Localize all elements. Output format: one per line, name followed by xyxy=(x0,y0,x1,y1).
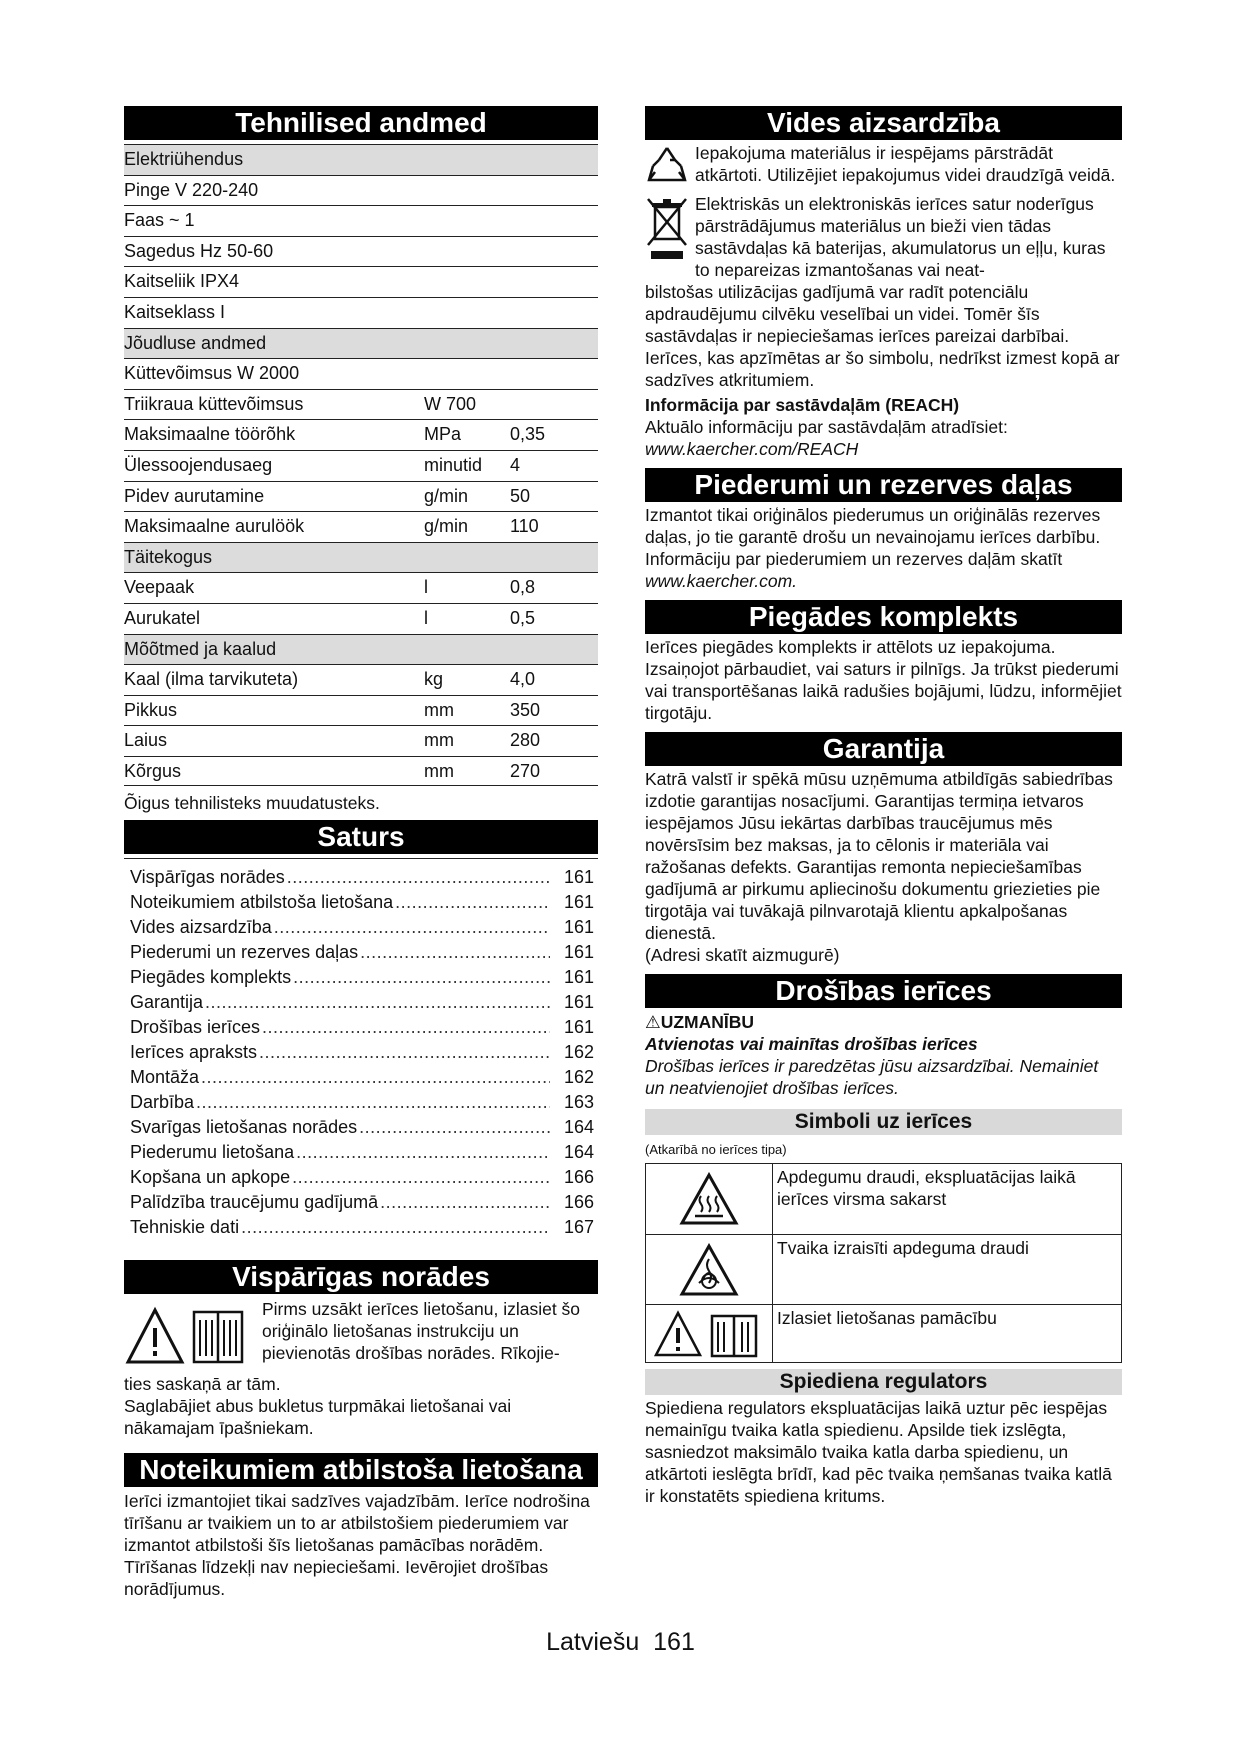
toc-entry-label: Drošības ierīces xyxy=(130,1017,261,1038)
toc-entry-label: Piederumu lietošana xyxy=(130,1142,295,1163)
toc-entry-page: 161 xyxy=(563,942,594,963)
toc-heading: Saturs xyxy=(124,820,598,854)
spec-row xyxy=(124,236,598,267)
symbol-text: Apdegumu draudi, ekspluatācijas laikā ierīces virsma sakarst xyxy=(777,1167,1076,1209)
spec-cell: mm xyxy=(424,730,454,751)
spec-cell: l xyxy=(424,607,428,628)
spec-group-row xyxy=(124,144,598,175)
recycle-icon xyxy=(645,144,689,188)
toc-leader-dots xyxy=(205,990,550,1015)
spec-cell xyxy=(510,543,598,573)
hot-surface-warning-icon xyxy=(679,1172,739,1226)
tech-data-heading: Tehnilised andmed xyxy=(124,106,598,140)
toc-entry-label: Garantija xyxy=(130,992,204,1013)
symbols-heading: Simboli uz ierīces xyxy=(645,1109,1122,1135)
footer-page-number: 161 xyxy=(653,1628,695,1656)
toc-entry[interactable] xyxy=(130,940,594,965)
toc-entry[interactable] xyxy=(130,1015,594,1040)
toc-leader-dots xyxy=(241,1215,550,1240)
spec-cell xyxy=(424,145,510,175)
toc-leader-dots xyxy=(395,890,550,915)
symbol-text: Tvaika izraisīti apdeguma draudi xyxy=(777,1238,1029,1258)
recycle-icon-wrap xyxy=(645,142,689,193)
spec-cell xyxy=(424,237,510,267)
symbols-note: (Atkarībā no ierīces tipa) xyxy=(645,1142,787,1157)
spec-cell: Kaal (ilma tarvikuteta) xyxy=(124,669,299,690)
spec-cell: 280 xyxy=(510,730,541,751)
regulator-text: Spiediena regulators ekspluatācijas laikā uztur pēc iespējas nemainīgu tvaika katla spiedienu. Apsilde tiek izslēgta, sasniedzot maksimālo tvaika katla darba spiedienu, un atkārtoti ieslēgta brīdī, kad pēc tvaika ņemšanas tvaika katlā ir konstatēts spiediena kritums. xyxy=(645,1398,1112,1506)
toc-leader-dots xyxy=(380,1190,550,1215)
spec-cell: 4,0 xyxy=(510,669,536,690)
spec-cell: 50 xyxy=(510,485,531,506)
left-column xyxy=(124,106,598,1600)
toc-leader-dots xyxy=(296,1140,550,1165)
steam-burn-warning-icon xyxy=(679,1243,739,1297)
safety-heading: Drošības ierīces xyxy=(645,974,1122,1008)
spec-cell: 350 xyxy=(510,699,541,720)
spec-cell xyxy=(424,298,510,328)
spec-row xyxy=(124,756,598,787)
spec-row xyxy=(124,419,598,450)
toc-entry[interactable] xyxy=(130,915,594,940)
toc-leader-dots xyxy=(287,865,550,890)
spec-cell xyxy=(510,390,598,420)
spec-cell xyxy=(424,267,510,297)
spec-cell: MPa xyxy=(424,424,462,445)
symbol-icon-cell xyxy=(646,1235,773,1304)
spec-cell xyxy=(510,359,598,389)
symbol-icon-cell xyxy=(646,1305,773,1362)
toc-entry-page: 161 xyxy=(563,917,594,938)
toc-leader-dots xyxy=(201,1065,550,1090)
spec-cell xyxy=(510,635,598,665)
spec-cell: Sagedus Hz 50-60 xyxy=(124,240,274,261)
toc-entry-page: 163 xyxy=(563,1092,594,1113)
spec-cell: Triikraua küttevõimsus xyxy=(124,393,304,414)
spec-cell: Pinge V 220-240 xyxy=(124,179,259,200)
spec-row xyxy=(124,389,598,420)
spec-cell: mm xyxy=(424,760,454,781)
right-column xyxy=(645,106,1122,1507)
toc-entry[interactable] xyxy=(130,1165,594,1190)
toc-entry-label: Svarīgas lietošanas norādes xyxy=(130,1117,358,1138)
toc-list xyxy=(124,858,598,1242)
symbol-row xyxy=(646,1304,1121,1362)
general-text: Pirms uzsākt ierīces lietošanu, izlasiet šo oriģinālo lietošanas instrukciju un pievienotās drošības norādes. Rīkojie- xyxy=(262,1299,581,1364)
symbol-text: Izlasiet lietošanas pamācību xyxy=(777,1308,997,1328)
toc-entry[interactable] xyxy=(130,1190,594,1215)
spec-cell: Ülessoojendusaeg xyxy=(124,454,273,475)
spec-cell: Veepaak xyxy=(124,577,195,598)
page-footer xyxy=(0,1628,1241,1657)
spec-cell: 4 xyxy=(510,454,521,475)
spec-cell xyxy=(424,176,510,206)
spec-cell: Aurukatel xyxy=(124,607,201,628)
spec-cell: W 700 xyxy=(424,393,477,414)
toc-leader-dots xyxy=(292,1165,550,1190)
toc-entry[interactable] xyxy=(130,1215,594,1240)
toc-entry-page: 166 xyxy=(563,1167,594,1188)
toc-entry[interactable] xyxy=(130,990,594,1015)
env-section xyxy=(645,142,1122,460)
spec-cell xyxy=(424,329,510,359)
toc-entry-label: Piederumi un rezerves daļas xyxy=(130,942,359,963)
toc-leader-dots xyxy=(359,1115,550,1140)
spec-row xyxy=(124,664,598,695)
spec-cell xyxy=(510,206,598,236)
spec-cell: Elektriühendus xyxy=(124,149,244,169)
spec-cell: 270 xyxy=(510,760,541,781)
spec-cell: Mõõtmed ja kaalud xyxy=(124,638,277,659)
spec-group-row xyxy=(124,542,598,573)
toc-entry-page: 162 xyxy=(563,1042,594,1063)
spec-cell xyxy=(510,329,598,359)
spec-row xyxy=(124,205,598,236)
intended-use-heading: Noteikumiem atbilstoša lietošana xyxy=(124,1453,598,1487)
env-text-1: Iepakojuma materiālus ir iespējams pārstrādāt atkārtoti. Utilizējiet iepakojumus videi draudzīgā veidā. xyxy=(695,143,1116,185)
spec-row xyxy=(124,511,598,542)
toc-entry-page: 166 xyxy=(563,1192,594,1213)
spec-cell: mm xyxy=(424,699,454,720)
read-manual-icon xyxy=(654,1310,764,1358)
spec-cell xyxy=(424,359,510,389)
spec-row xyxy=(124,695,598,726)
warning-and-manual-icon xyxy=(124,1306,248,1368)
reach-title: Informācija par sastāvdaļām (REACH) xyxy=(645,395,960,415)
toc-entry-page: 161 xyxy=(563,1017,594,1038)
parts-heading: Piederumi un rezerves daļas xyxy=(645,468,1122,502)
spec-cell xyxy=(510,176,598,206)
toc-entry-label: Palīdzība traucējumu gadījumā xyxy=(130,1192,379,1213)
toc-entry[interactable] xyxy=(130,1140,594,1165)
toc-leader-dots xyxy=(259,1040,550,1065)
general-text-2: Saglabājiet abus bukletus turpmākai lietošanai vai nākamajam īpašniekam. xyxy=(124,1396,512,1439)
spec-cell xyxy=(510,298,598,328)
toc-entry-page: 167 xyxy=(563,1217,594,1238)
spec-row xyxy=(124,450,598,481)
warranty-text: Katrā valstī ir spēkā mūsu uzņēmuma atbildīgās sabiedrības izdotie garantijas nosacījumi. Garantijas termiņa ietvaros iespējamos Jūsu iekārtas darbības traucējumus mēs novērsīsim bez maksas, ja to cēlonis ir materiāla vai ražošanas defekts. Garantijas remonta nepieciešamības gadījumā ar pirkumu apliecinošu dokumentu griezieties pie tirgotāja vai tuvākajā pilnvarotajā klientu apkalpošanas dienestā. xyxy=(645,769,1113,943)
toc-entry-label: Kopšana un apkope xyxy=(130,1167,291,1188)
symbol-icon-cell xyxy=(646,1164,773,1234)
spec-group-row xyxy=(124,328,598,359)
spec-cell xyxy=(510,237,598,267)
symbols-table xyxy=(645,1163,1122,1363)
toc-leader-dots xyxy=(196,1090,550,1115)
spec-cell xyxy=(424,543,510,573)
toc-entry-page: 161 xyxy=(563,967,594,988)
warranty-heading: Garantija xyxy=(645,732,1122,766)
crossed-bin-icon xyxy=(645,195,689,261)
toc-entry-label: Vides aizsardzība xyxy=(130,917,272,938)
toc-entry-label: Montāža xyxy=(130,1067,200,1088)
spec-cell: kg xyxy=(424,669,444,690)
spec-cell xyxy=(510,145,598,175)
general-section xyxy=(124,1298,598,1439)
toc-entry[interactable] xyxy=(130,1090,594,1115)
warn-text: Drošības ierīces ir paredzētas jūsu aizsardzībai. Nemainiet un neatvienojiet drošības ierīces. xyxy=(645,1056,1099,1098)
toc-entry-label: Darbība xyxy=(130,1092,195,1113)
spec-row xyxy=(124,266,598,297)
toc-entry-label: Ierīces apraksts xyxy=(130,1042,258,1063)
spec-cell: Pidev aurutamine xyxy=(124,485,265,506)
weee-icon-wrap xyxy=(645,193,689,266)
toc-entry-label: Noteikumiem atbilstoša lietošana xyxy=(130,892,394,913)
toc-entry[interactable] xyxy=(130,1065,594,1090)
toc-leader-dots xyxy=(293,965,550,990)
spec-cell: Kaitseklass I xyxy=(124,301,226,322)
spec-cell: Pikkus xyxy=(124,699,178,720)
spec-cell: 0,8 xyxy=(510,577,536,598)
caution-text: UZMANĪBU xyxy=(660,1012,755,1032)
spec-cell: Faas ~ 1 xyxy=(124,210,195,231)
toc-entry[interactable] xyxy=(130,1115,594,1140)
spec-row xyxy=(124,358,598,389)
spec-cell: minutid xyxy=(424,454,483,475)
toc-entry[interactable] xyxy=(130,965,594,990)
toc-entry[interactable] xyxy=(130,865,594,890)
warranty-address: (Adresi skatīt aizmugurē) xyxy=(645,945,840,965)
footer-language: Latviešu xyxy=(546,1628,640,1656)
spec-cell: Küttevõimsus W 2000 xyxy=(124,363,300,384)
caution-icon: ⚠ xyxy=(645,1012,661,1032)
toc-leader-dots xyxy=(262,1015,550,1040)
delivery-heading: Piegādes komplekts xyxy=(645,600,1122,634)
env-text-2: Elektriskās un elektroniskās ierīces satur noderīgus pārstrādājumus materiālus un bieži vien tādas sastāvdaļas kā baterijas, akumulatorus un eļļu, kuras to nepareizas izmantošanas vai neat- xyxy=(695,194,1106,280)
toc-leader-dots xyxy=(274,915,550,940)
toc-entry-label: Vispārīgas norādes xyxy=(130,867,285,888)
parts-text-2: Informāciju par piederumiem un rezerves daļām skatīt xyxy=(645,549,1063,569)
caution-label xyxy=(645,1011,1122,1033)
spec-cell: Maksimaalne töörõhk xyxy=(124,424,296,445)
toc-leader-dots xyxy=(360,940,550,965)
spec-row xyxy=(124,572,598,603)
parts-text-1: Izmantot tikai oriģinālos piederumus un oriģinālās rezerves daļas, jo tie garantē drošu un nevainojamu ierīces darbību. xyxy=(645,505,1101,547)
env-text-2-cont: bilstošas utilizācijas gadījumā var radīt potenciālu apdraudējumu cilvēku veselībai un videi. Tomēr šīs sastāvdaļas ir nepieciešamas ierīces pareizai darbībai. Ierīces, kas apzīmētas ar šo simbolu, nedrīkst izmest kopā ar sadzīves atkritumiem. xyxy=(645,282,1120,390)
spec-row xyxy=(124,297,598,328)
spec-row xyxy=(124,725,598,756)
env-heading: Vides aizsardzība xyxy=(645,106,1122,140)
reach-text: Aktuālo informāciju par sastāvdaļām atradīsiet: xyxy=(645,417,1008,437)
parts-link[interactable]: www.kaercher.com. xyxy=(645,571,798,591)
toc-entry-label: Tehniskie dati xyxy=(130,1217,240,1238)
toc-entry-page: 164 xyxy=(563,1117,594,1138)
spec-row xyxy=(124,481,598,512)
spec-cell: g/min xyxy=(424,485,469,506)
general-text-cont: ties saskaņā ar tām. xyxy=(124,1374,281,1395)
toc-entry-label: Piegādes komplekts xyxy=(130,967,292,988)
tech-note: Õigus tehnilisteks muudatusteks. xyxy=(124,793,380,814)
toc-entry-page: 161 xyxy=(563,867,594,888)
spec-cell: Kõrgus xyxy=(124,760,182,781)
spec-row xyxy=(124,603,598,634)
reach-link[interactable]: www.kaercher.com/REACH xyxy=(645,439,859,459)
spec-cell: Maksimaalne aurulöök xyxy=(124,516,305,537)
spec-row xyxy=(124,175,598,206)
tech-data-table xyxy=(124,144,598,786)
symbol-row xyxy=(646,1234,1121,1304)
spec-cell: g/min xyxy=(424,516,469,537)
general-icons xyxy=(124,1298,248,1373)
toc-entry-page: 162 xyxy=(563,1067,594,1088)
spec-cell: l xyxy=(424,577,428,598)
spec-cell xyxy=(424,206,510,236)
spec-cell: Täitekogus xyxy=(124,546,213,567)
spec-cell: 0,5 xyxy=(510,607,536,628)
general-heading: Vispārīgas norādes xyxy=(124,1260,598,1294)
toc-entry[interactable] xyxy=(130,890,594,915)
warn-title: Atvienotas vai mainītas drošības ierīces xyxy=(645,1034,978,1054)
spec-cell xyxy=(510,267,598,297)
spec-cell: 110 xyxy=(510,516,539,537)
spec-group-row xyxy=(124,634,598,665)
spec-cell: 0,35 xyxy=(510,424,546,445)
intended-use-text: Ierīci izmantojiet tikai sadzīves vajadzībām. Ierīce nodrošina tīrīšanu ar tvaikiem un to ar atbilstošiem piederumiem var izmantot atbilstoši šīs lietošanas pamācības norādēm. Tīrīšanas līdzekļi nav nepieciešami. Ievērojiet drošības norādījumus. xyxy=(124,1491,590,1600)
delivery-text: Ierīces piegādes komplekts ir attēlots uz iepakojuma. Izsaiņojot pārbaudiet, vai saturs ir pilnīgs. Ja trūkst piederumi vai transportēšanas laikā radušies bojājumi, lūdzu, informējiet tirgotāju. xyxy=(645,637,1122,723)
toc-entry-page: 161 xyxy=(563,992,594,1013)
toc-entry-page: 164 xyxy=(563,1142,594,1163)
spec-cell xyxy=(424,635,510,665)
symbol-row xyxy=(646,1164,1121,1234)
toc-entry[interactable] xyxy=(130,1040,594,1065)
spec-cell: Jõudluse andmed xyxy=(124,332,267,353)
regulator-heading: Spiediena regulators xyxy=(645,1369,1122,1395)
toc-entry-page: 161 xyxy=(563,892,594,913)
spec-cell: Kaitseliik IPX4 xyxy=(124,271,240,292)
spec-cell: Laius xyxy=(124,730,168,751)
